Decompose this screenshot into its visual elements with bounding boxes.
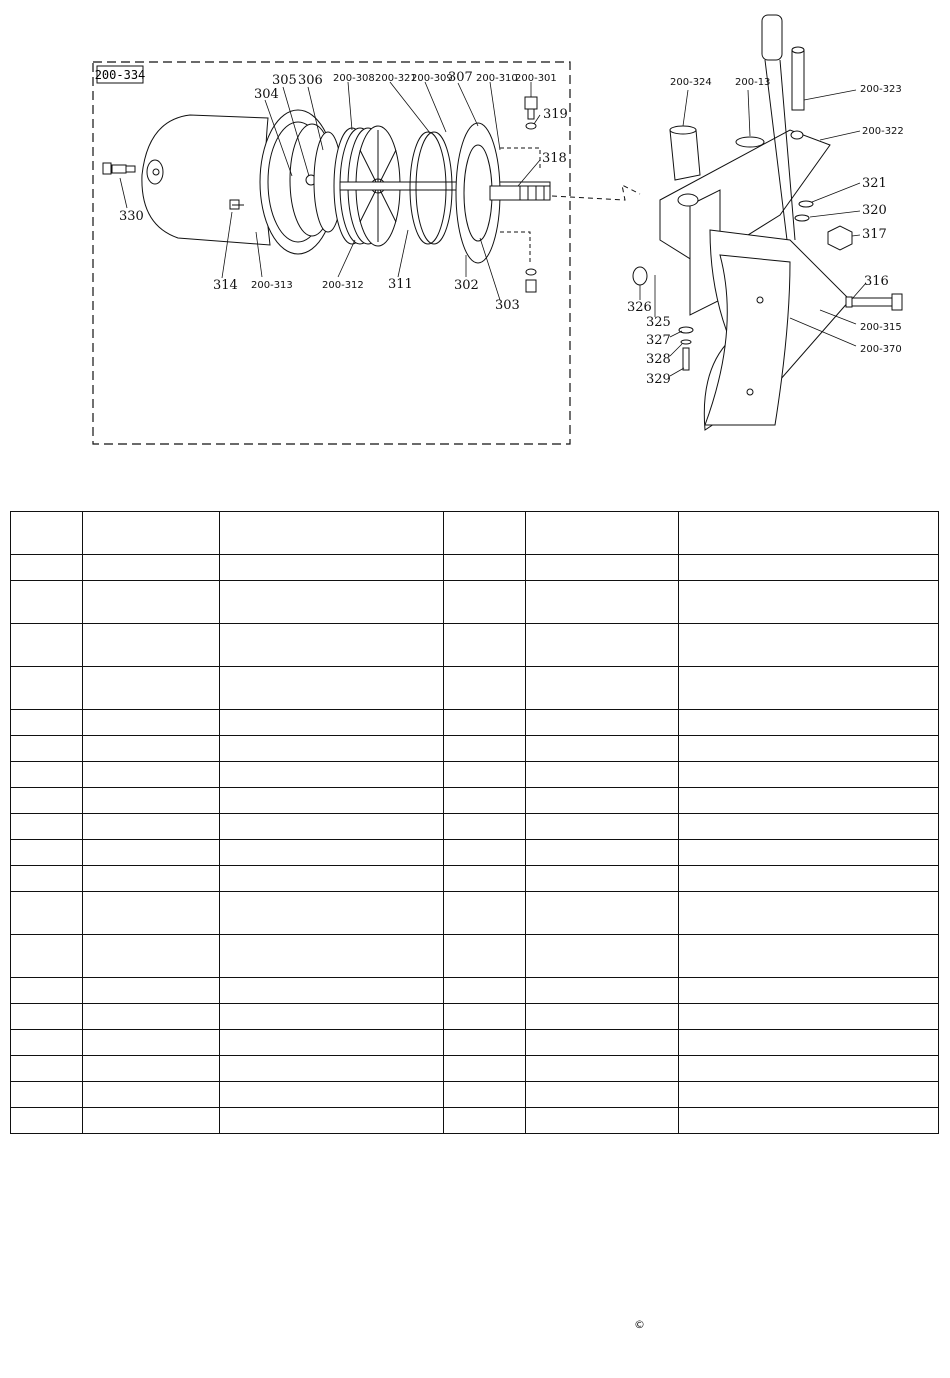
callout-311: 311: [388, 277, 413, 292]
table-cell: [220, 1004, 444, 1030]
table-cell: [526, 1004, 679, 1030]
table-cell: [444, 736, 526, 762]
motor-cover-200-313: [142, 115, 270, 245]
table-cell: [526, 866, 679, 892]
table-cell: [679, 555, 939, 581]
table-cell: [220, 624, 444, 667]
callout-304: 304: [254, 87, 279, 102]
assembly-frame: [93, 62, 570, 444]
table-cell: [444, 762, 526, 788]
table-row: [11, 1108, 939, 1134]
callout-316: 316: [864, 274, 889, 289]
table-cell: [679, 1082, 939, 1108]
table-cell: [526, 736, 679, 762]
callout-200-310: 200-310: [476, 73, 518, 84]
table-row: [11, 736, 939, 762]
exploded-parts-diagram: [0, 0, 950, 470]
table-cell: [83, 555, 220, 581]
table-cell: [444, 935, 526, 978]
sleeve-200-324: [670, 126, 700, 180]
table-row: [11, 1004, 939, 1030]
callout-200-324: 200-324: [670, 77, 712, 88]
table-cell: [444, 1030, 526, 1056]
table-row: [11, 667, 939, 710]
table-cell: [526, 581, 679, 624]
table-cell: [220, 1082, 444, 1108]
table-cell: [526, 710, 679, 736]
table-cell: [83, 1108, 220, 1134]
table-cell: [83, 1030, 220, 1056]
table-cell: [220, 814, 444, 840]
leader-dashed: [500, 148, 540, 262]
table-cell: [679, 892, 939, 935]
table-cell: [83, 788, 220, 814]
axle-leader-dashed: [552, 185, 640, 200]
table-row: [11, 710, 939, 736]
table-cell: [526, 512, 679, 555]
table-cell: [526, 935, 679, 978]
table-cell: [444, 667, 526, 710]
table-cell: [526, 624, 679, 667]
callout-321: 321: [862, 176, 887, 191]
table-cell: [526, 788, 679, 814]
table-cell: [83, 935, 220, 978]
table-cell: [11, 840, 83, 866]
bolt-303: [526, 269, 536, 292]
table-cell: [11, 762, 83, 788]
table-cell: [11, 581, 83, 624]
table-cell: [11, 814, 83, 840]
table-cell: [526, 1082, 679, 1108]
table-cell: [444, 624, 526, 667]
callout-200-309: 200-309: [411, 73, 453, 84]
table-cell: [526, 978, 679, 1004]
table-cell: [220, 788, 444, 814]
table-cell: [220, 512, 444, 555]
table-cell: [526, 840, 679, 866]
table-cell: [220, 1108, 444, 1134]
table-cell: [11, 1030, 83, 1056]
callout-200-308: 200-308: [333, 73, 375, 84]
table-cell: [679, 667, 939, 710]
callout-200-301: 200-301: [515, 73, 557, 84]
table-cell: [526, 814, 679, 840]
table-cell: [679, 624, 939, 667]
pin-200-323: [792, 47, 804, 110]
callout-200-312: 200-312: [322, 280, 364, 291]
table-cell: [220, 866, 444, 892]
table-cell: [679, 512, 939, 555]
table-row: [11, 866, 939, 892]
table-cell: [220, 1056, 444, 1082]
table-cell: [679, 788, 939, 814]
table-cell: [679, 1004, 939, 1030]
table-cell: [83, 840, 220, 866]
table-cell: [220, 978, 444, 1004]
table-cell: [83, 667, 220, 710]
callout-306: 306: [298, 73, 323, 88]
table-row: [11, 581, 939, 624]
table-cell: [526, 1030, 679, 1056]
table-cell: [220, 1030, 444, 1056]
nut-317: [828, 226, 852, 250]
callout-317: 317: [862, 227, 887, 242]
table-cell: [679, 935, 939, 978]
table-cell: [83, 892, 220, 935]
table-cell: [444, 892, 526, 935]
callout-327: 327: [646, 333, 671, 348]
table-cell: [444, 978, 526, 1004]
table-cell: [444, 788, 526, 814]
table-cell: [220, 892, 444, 935]
table-cell: [679, 840, 939, 866]
table-cell: [11, 736, 83, 762]
callout-319: 319: [543, 107, 568, 122]
valve-330: [103, 163, 135, 174]
callout-305: 305: [272, 73, 297, 88]
table-cell: [83, 736, 220, 762]
table-cell: [220, 555, 444, 581]
table-cell: [83, 814, 220, 840]
table-cell: [220, 762, 444, 788]
table-cell: [679, 581, 939, 624]
table-cell: [679, 736, 939, 762]
table-cell: [444, 710, 526, 736]
table-cell: [220, 935, 444, 978]
nut-326: [633, 267, 647, 285]
table-cell: [11, 788, 83, 814]
table-cell: [444, 1004, 526, 1030]
callout-326: 326: [627, 300, 652, 315]
table-cell: [11, 892, 83, 935]
table-cell: [83, 581, 220, 624]
table-row: [11, 892, 939, 935]
table-cell: [11, 866, 83, 892]
callout-328: 328: [646, 352, 671, 367]
assembly-id: 200-334: [94, 68, 146, 82]
callout-200-13: 200-13: [735, 77, 771, 88]
table-cell: [526, 1108, 679, 1134]
table-cell: [526, 667, 679, 710]
table-cell: [83, 1082, 220, 1108]
callout-329: 329: [646, 372, 671, 387]
table-cell: [83, 978, 220, 1004]
table-cell: [83, 710, 220, 736]
table-cell: [83, 762, 220, 788]
table-row: [11, 788, 939, 814]
table-cell: [11, 1056, 83, 1082]
table-cell: [11, 555, 83, 581]
table-cell: [444, 866, 526, 892]
callout-325: 325: [646, 315, 671, 330]
table-cell: [526, 762, 679, 788]
callout-318: 318: [542, 151, 567, 166]
washers-320-321: [795, 201, 813, 221]
table-cell: [220, 667, 444, 710]
table-cell: [444, 512, 526, 555]
table-cell: [83, 866, 220, 892]
table-row: [11, 935, 939, 978]
table-cell: [444, 581, 526, 624]
table-cell: [11, 935, 83, 978]
table-cell: [83, 1004, 220, 1030]
table-cell: [526, 892, 679, 935]
table-row: [11, 1082, 939, 1108]
callout-314: 314: [213, 278, 238, 293]
table-row: [11, 624, 939, 667]
callout-200-321: 200-321: [375, 73, 417, 84]
table-cell: [11, 624, 83, 667]
table-cell: [444, 1082, 526, 1108]
table-cell: [679, 1056, 939, 1082]
table-cell: [83, 512, 220, 555]
table-cell: [11, 1108, 83, 1134]
parts-table: [10, 511, 939, 1134]
table-cell: [11, 667, 83, 710]
table-cell: [11, 1004, 83, 1030]
callout-302: 302: [454, 278, 479, 293]
callout-303: 303: [495, 298, 520, 313]
table-cell: [83, 1056, 220, 1082]
table-cell: [444, 840, 526, 866]
table-row: [11, 978, 939, 1004]
table-cell: [11, 1082, 83, 1108]
table-cell: [679, 1108, 939, 1134]
table-cell: [444, 1056, 526, 1082]
table-cell: [526, 555, 679, 581]
bolt-200-301: [525, 97, 537, 129]
table-cell: [83, 624, 220, 667]
table-row: [11, 555, 939, 581]
callout-200-313: 200-313: [251, 280, 293, 291]
table-row: [11, 814, 939, 840]
axle-end-318: [490, 186, 550, 200]
table-cell: [679, 762, 939, 788]
callout-307: 307: [448, 70, 473, 85]
table-row: [11, 1030, 939, 1056]
table-cell: [679, 866, 939, 892]
table-cell: [679, 978, 939, 1004]
copyright-mark: ©: [634, 1318, 645, 1331]
table-cell: [220, 581, 444, 624]
table-cell: [220, 840, 444, 866]
table-cell: [444, 1108, 526, 1134]
table-cell: [526, 1056, 679, 1082]
table-cell: [444, 555, 526, 581]
table-cell: [679, 814, 939, 840]
callout-330: 330: [119, 209, 144, 224]
table-cell: [220, 736, 444, 762]
table-cell: [444, 814, 526, 840]
table-cell: [679, 710, 939, 736]
callout-200-322: 200-322: [862, 126, 904, 137]
table-row: [11, 1056, 939, 1082]
table-row: [11, 840, 939, 866]
table-row: [11, 512, 939, 555]
table-row: [11, 762, 939, 788]
plate-200-370: [704, 230, 850, 430]
washers-327-328-329: [679, 327, 693, 370]
table-cell: [679, 1030, 939, 1056]
table-cell: [11, 512, 83, 555]
callout-200-323: 200-323: [860, 84, 902, 95]
table-cell: [220, 710, 444, 736]
table-cell: [11, 710, 83, 736]
callout-320: 320: [862, 203, 887, 218]
table-cell: [11, 978, 83, 1004]
callout-200-370: 200-370: [860, 344, 902, 355]
callout-200-315: 200-315: [860, 322, 902, 333]
